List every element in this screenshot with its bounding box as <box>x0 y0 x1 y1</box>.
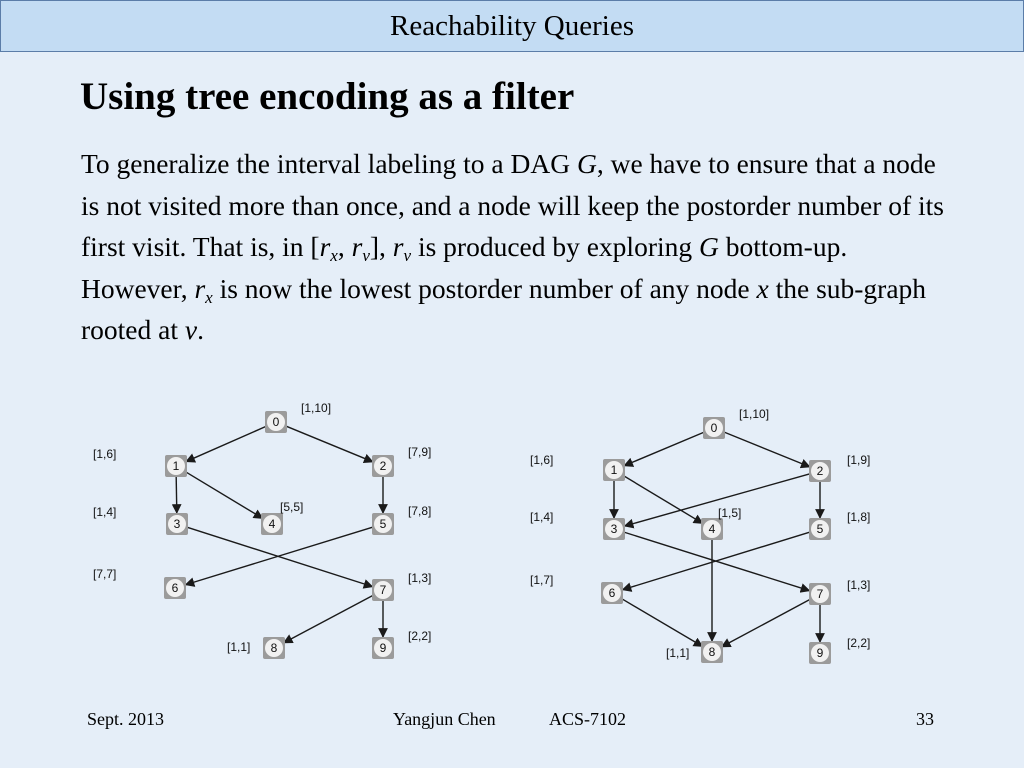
left-node-9-id: 9 <box>379 641 387 655</box>
left-edge-1-4 <box>185 471 263 518</box>
left-node-2-id: 2 <box>379 459 387 473</box>
right-node-8 <box>701 641 723 663</box>
left-node-6-interval: [7,7] <box>93 567 117 581</box>
right-node-2-id: 2 <box>816 464 824 478</box>
left-edge-0-2 <box>285 426 373 462</box>
left-node-8-id: 8 <box>270 641 278 655</box>
right-node-6 <box>601 582 623 604</box>
right-node-0-interval: [1,10] <box>739 407 770 421</box>
right-node-7-id: 7 <box>816 587 824 601</box>
slide-title: Using tree encoding as a filter <box>80 75 575 118</box>
right-node-2 <box>809 460 831 482</box>
right-node-1-id: 1 <box>610 463 618 477</box>
right-node-5-interval: [1,8] <box>847 510 871 524</box>
left-node-0-id: 0 <box>272 415 280 429</box>
left-edge-1-3 <box>176 476 177 513</box>
left-node-5-interval: [7,8] <box>408 504 432 518</box>
left-node-2 <box>372 455 394 477</box>
header-title: Reachability Queries <box>390 9 634 42</box>
left-node-3-interval: [1,4] <box>93 505 117 519</box>
right-edge-7-8 <box>722 599 811 647</box>
left-node-8 <box>263 637 285 659</box>
left-edge-0-1 <box>186 426 267 462</box>
left-node-5 <box>372 513 394 535</box>
right-edge-6-8 <box>621 598 703 646</box>
right-node-2-interval: [1,9] <box>847 453 871 467</box>
right-node-1 <box>603 459 625 481</box>
right-node-7-interval: [1,3] <box>847 578 871 592</box>
right-node-5 <box>809 518 831 540</box>
right-node-8-interval: [1,1] <box>666 646 690 660</box>
left-node-7-id: 7 <box>379 583 387 597</box>
right-edge-0-1 <box>624 432 705 466</box>
left-node-3 <box>166 513 188 535</box>
right-node-0-id: 0 <box>710 421 718 435</box>
left-node-0-interval: [1,10] <box>301 401 332 415</box>
left-node-7-interval: [1,3] <box>408 571 432 585</box>
left-node-1-id: 1 <box>172 459 180 473</box>
right-node-9 <box>809 642 831 664</box>
body-paragraph: To generalize the interval labeling to a DAG G, we have to ensure that a node is not visited more than once, and a node will keep the postorder number of its first visit. That is, in [$r_x$, $r_v$], $r_v$ is produced by exploring G bottom-up. However, $r_x$ is now the lowest postorder number of any node x the sub-graph rooted at v. <box>81 148 944 345</box>
left-node-4-interval: [5,5] <box>280 500 304 514</box>
left-node-6-id: 6 <box>171 581 179 595</box>
left-node-2-interval: [7,9] <box>408 445 432 459</box>
left-node-9-interval: [2,2] <box>408 629 432 643</box>
right-node-4 <box>701 518 723 540</box>
left-node-8-interval: [1,1] <box>227 640 251 654</box>
right-edge-0-2 <box>723 432 810 467</box>
footer-date: Sept. 2013 <box>87 709 165 729</box>
footer-author: Yangjun Chen <box>393 709 496 729</box>
right-edge-1-4 <box>623 475 703 523</box>
left-node-4 <box>261 513 283 535</box>
right-node-4-id: 4 <box>708 522 716 536</box>
right-node-6-interval: [1,7] <box>530 573 554 587</box>
right-node-4-interval: [1,5] <box>718 506 742 520</box>
left-node-6 <box>164 577 186 599</box>
footer-page-number: 33 <box>916 709 934 729</box>
right-node-3 <box>603 518 625 540</box>
left-edge-7-8 <box>284 595 374 643</box>
right-node-3-interval: [1,4] <box>530 510 554 524</box>
right-node-9-id: 9 <box>816 646 824 660</box>
footer-course: ACS-7102 <box>549 709 627 729</box>
right-node-6-id: 6 <box>608 586 616 600</box>
graph-right <box>530 407 870 664</box>
left-node-1 <box>165 455 187 477</box>
left-node-0 <box>265 411 287 433</box>
graph-left <box>93 401 431 659</box>
left-node-4-id: 4 <box>268 517 276 531</box>
left-node-3-id: 3 <box>173 517 181 531</box>
left-node-1-interval: [1,6] <box>93 447 117 461</box>
right-node-5-id: 5 <box>816 522 824 536</box>
left-node-5-id: 5 <box>379 517 387 531</box>
right-node-3-id: 3 <box>610 522 618 536</box>
right-node-9-interval: [2,2] <box>847 636 871 650</box>
left-node-7 <box>372 579 394 601</box>
left-node-9 <box>372 637 394 659</box>
right-node-1-interval: [1,6] <box>530 453 554 467</box>
right-node-8-id: 8 <box>708 645 716 659</box>
right-node-7 <box>809 583 831 605</box>
right-node-0 <box>703 417 725 439</box>
